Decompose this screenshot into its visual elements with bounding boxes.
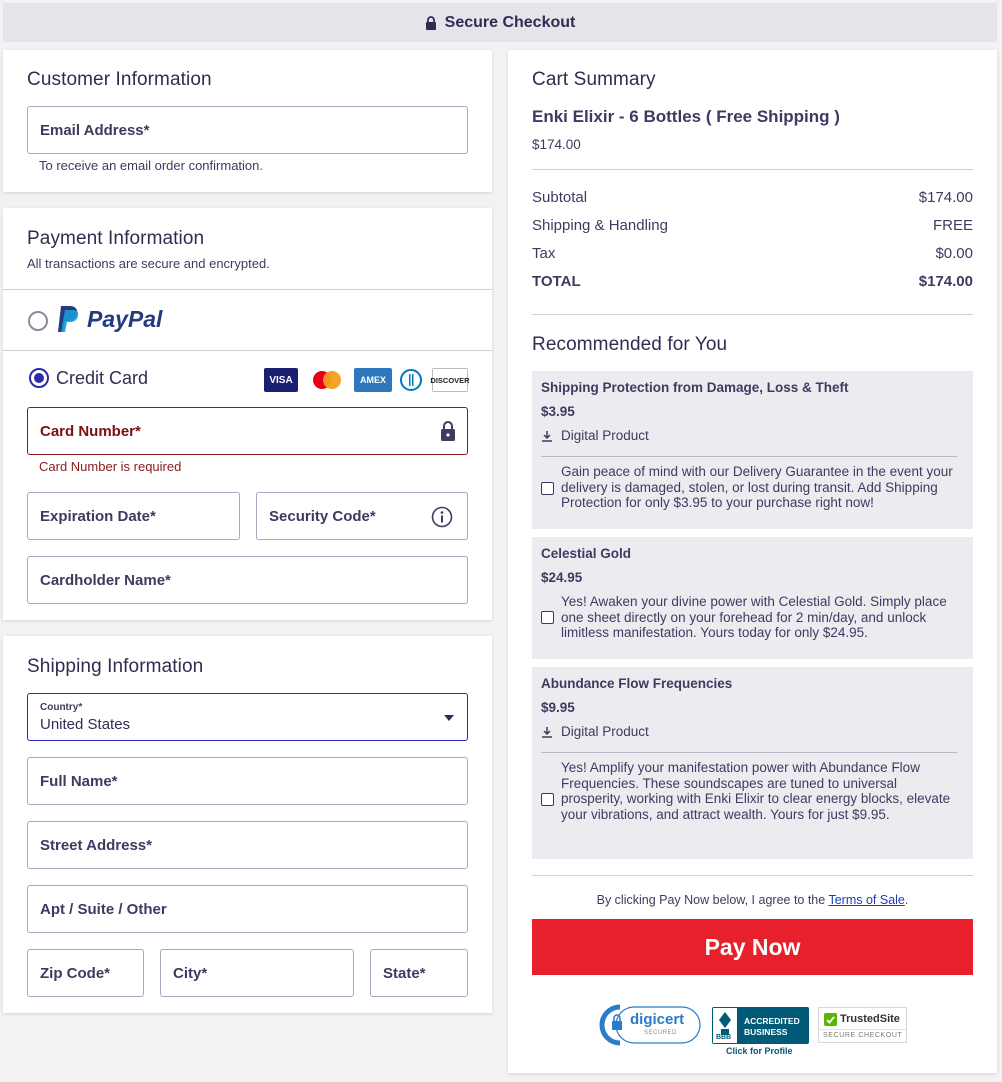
recommended-item-checkbox[interactable] [541,482,554,495]
recommended-item-title: Abundance Flow Frequencies [541,676,733,691]
country-select[interactable] [27,693,468,741]
total-row [532,273,973,290]
bbb-click: Click for Profile [726,1046,793,1056]
recommended-item-divider [541,456,957,457]
header-title: Secure Checkout [444,13,576,31]
security-label: Security Code* [269,507,376,525]
recommended-item-price: $3.95 [541,404,575,419]
recommended-item-price: $24.95 [541,570,583,585]
recommended-item-description: Yes! Awaken your divine power with Celestial Gold. Simply place one sheet directly on your forehead for 2 min/day, and unlock limitless manifestation. Yours today for only $24.95. [561,594,947,641]
legal-suffix: . [904,893,909,907]
total-value: $174.00 [918,273,973,290]
security-code-field[interactable] [256,492,468,540]
full-name-field[interactable] [27,757,468,805]
email-hint: To receive an email order confirmation. [39,158,263,173]
cart-title: Cart Summary [532,69,656,90]
street-label: Street Address* [40,836,152,854]
secure-checkout-header [3,3,997,42]
payment-divider-2 [3,350,492,351]
lock-icon [440,421,456,441]
recommended-item-title: Celestial Gold [541,546,632,561]
cardholder-name-field[interactable] [27,556,468,604]
digital-product-label: Digital Product [561,724,649,739]
recommended-item [532,537,973,659]
download-icon [541,430,553,442]
info-icon[interactable] [431,506,453,528]
recommended-item-title: Shipping Protection from Damage, Loss & Theft [541,380,849,395]
full-name-label: Full Name* [40,772,118,790]
trustedsite-sub: SECURE CHECKOUT [823,1032,903,1039]
digital-product-label: Digital Product [561,428,649,443]
checkmark-icon [824,1013,837,1026]
expiration-label: Expiration Date* [40,507,156,525]
chevron-down-icon [444,715,454,721]
expiration-date-field[interactable] [27,492,240,540]
email-label: Email Address* [40,121,150,139]
cart-divider-2 [532,314,973,315]
cart-panel [508,50,997,1073]
customer-title: Customer Information [27,69,212,90]
bbb-seal [712,1007,809,1044]
bbb-line1: ACCREDITED [744,1016,800,1026]
digital-product-tag [541,724,649,739]
amex-icon: AMEX [354,368,392,392]
digital-product-tag [541,428,649,443]
country-label: Country* [40,701,83,713]
recommended-item-checkbox[interactable] [541,611,554,624]
subtotal-row [532,189,973,206]
shipping-row [532,217,973,234]
tax-row [532,245,973,262]
digicert-badge[interactable] [598,1003,704,1047]
terms-of-sale-link[interactable]: Terms of Sale [828,893,905,907]
recommended-item-description: Gain peace of mind with our Delivery Guarantee in the event your delivery is damaged, stolen, or lost during transit. Add Shipping Protection for only $3.95 to your purchase right now! [561,464,953,511]
state-field[interactable] [370,949,468,997]
shipping-title: Shipping Information [27,656,204,677]
shipping-label: Shipping & Handling [532,217,668,234]
zip-label: Zip Code* [40,964,110,982]
card-number-label: Card Number* [40,422,141,440]
credit-card-radio[interactable] [29,368,49,388]
shipping-value: FREE [932,217,973,234]
discover-icon: DISCOVER [432,368,468,392]
bbb-badge[interactable] [712,1007,810,1057]
visa-icon: VISA [264,368,298,392]
customer-panel [3,50,492,192]
cart-divider-3 [532,875,973,876]
legal-prefix: By clicking Pay Now below, I agree to the [596,893,829,907]
paypal-icon [55,304,81,334]
state-label: State* [383,964,426,982]
trustedsite-badge[interactable] [818,1007,907,1043]
street-address-field[interactable] [27,821,468,869]
recommended-item [532,667,973,859]
cardholder-label: Cardholder Name* [40,571,171,589]
card-number-error: Card Number is required [39,459,182,474]
terms-text [532,893,973,907]
mastercard-icon [309,368,345,392]
trustedsite-divider [819,1029,906,1030]
tax-value: $0.00 [935,245,973,262]
product-price: $174.00 [532,137,581,152]
payment-title: Payment Information [27,228,205,249]
city-label: City* [173,964,208,982]
digicert-sub: SECURED [644,1030,677,1036]
paypal-option[interactable] [55,304,162,334]
total-label: TOTAL [532,273,581,290]
apt-suite-field[interactable] [27,885,468,933]
digicert-text: digicert [630,1011,685,1028]
recommended-item-price: $9.95 [541,700,575,715]
payment-divider-1 [3,289,492,290]
paypal-label: PayPal [87,305,163,332]
trustedsite-text: TrustedSite [840,1013,900,1025]
credit-card-label[interactable]: Credit Card [56,368,149,388]
country-value: United States [40,715,131,733]
product-name: Enki Elixir - 6 Bottles ( Free Shipping ) [532,107,840,126]
recommended-item-checkbox[interactable] [541,793,554,806]
recommended-item-divider [541,752,957,753]
recommended-item [532,371,973,529]
diners-icon [398,368,424,392]
download-icon [541,726,553,738]
cart-divider-1 [532,169,973,170]
payment-subtitle: All transactions are secure and encrypted. [27,256,270,271]
card-number-field[interactable] [27,407,468,455]
apt-label: Apt / Suite / Other [40,900,167,918]
email-field[interactable] [27,106,468,154]
recommended-title: Recommended for You [532,334,728,355]
paypal-radio[interactable] [28,311,48,331]
tax-label: Tax [532,245,556,262]
bbb-small: BBB [716,1034,732,1041]
lock-icon [425,16,437,30]
recommended-item-description: Yes! Amplify your manifestation power with Abundance Flow Frequencies. These soundscapes are tuned to universal prosperity, working with Enki Elixir to clear energy blocks, elevate your vibrations, and attract wealth. Yours for just $9.95. [561,760,951,823]
pay-now-button[interactable]: Pay Now [532,919,973,975]
subtotal-value: $174.00 [918,189,973,206]
subtotal-label: Subtotal [532,189,588,206]
zip-code-field[interactable] [27,949,144,997]
bbb-line2: BUSINESS [744,1027,788,1037]
city-field[interactable] [160,949,354,997]
